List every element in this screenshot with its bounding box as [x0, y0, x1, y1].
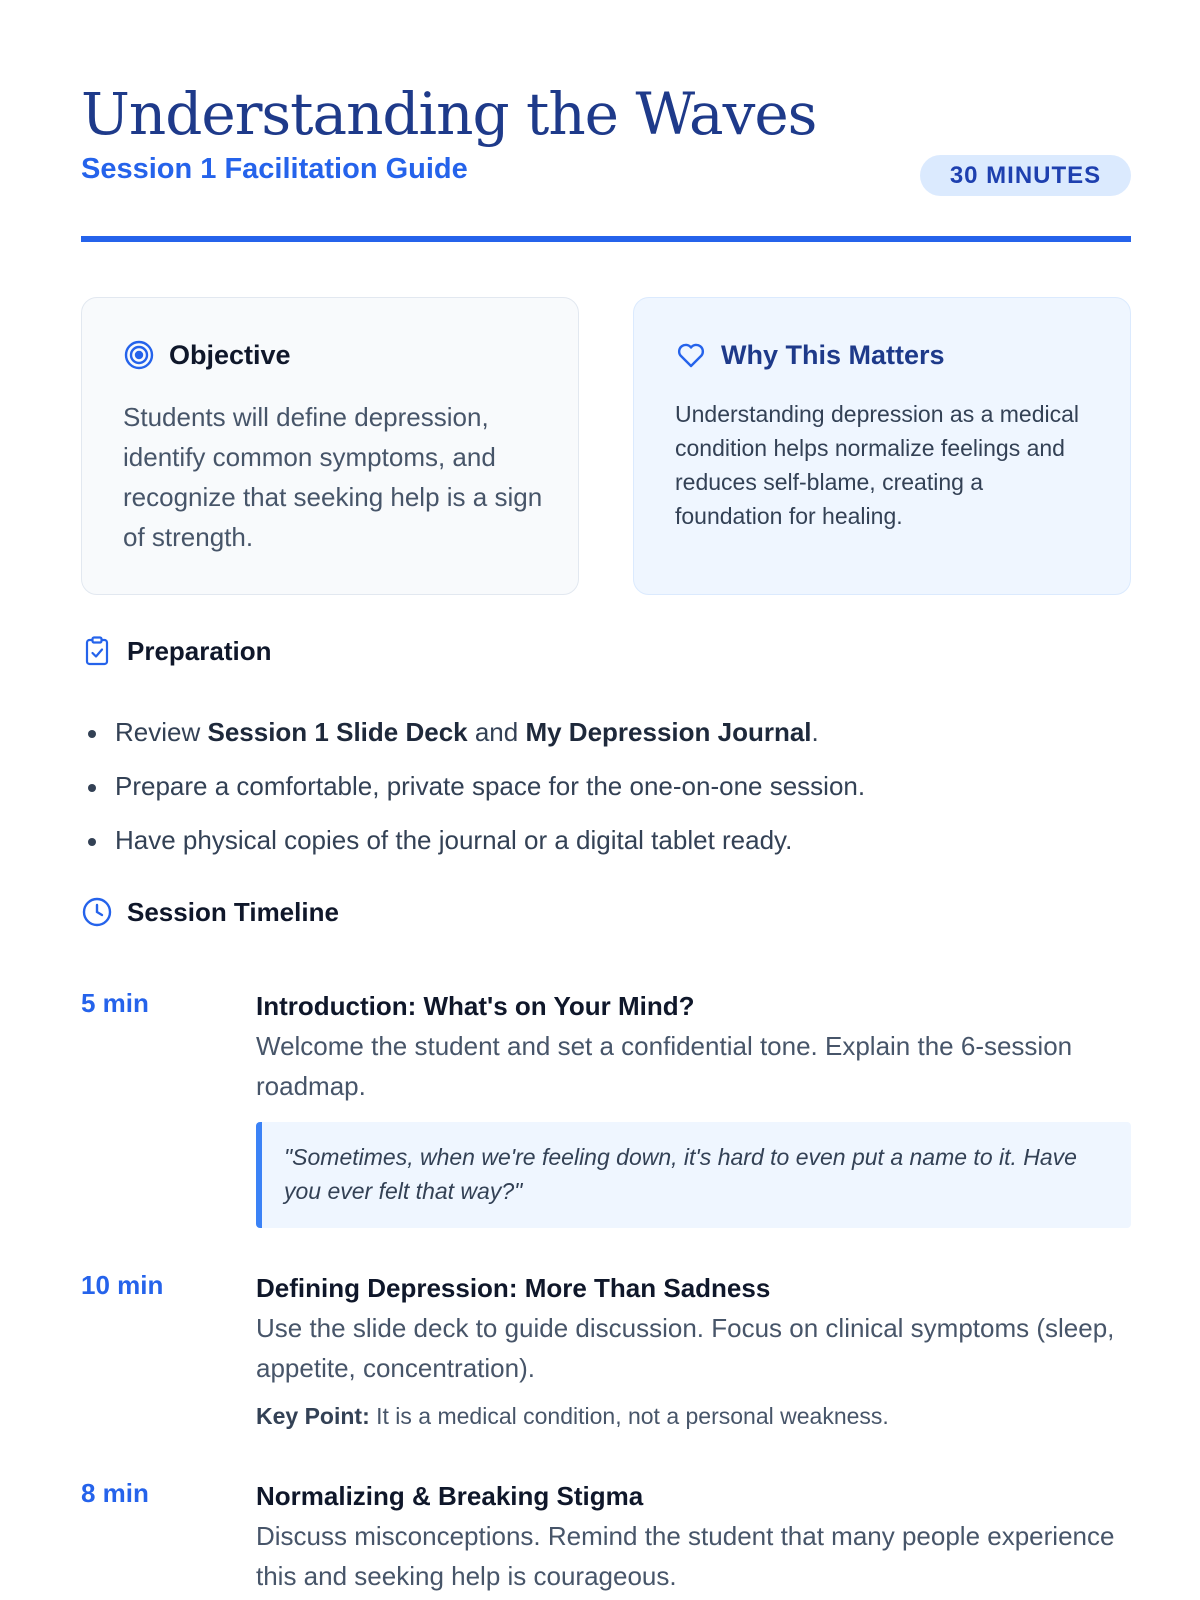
- overview-cards: [81, 297, 1131, 595]
- objective-text: Students will define depression, identify common symptoms, and recognize that seeking help is a sign of strength.: [123, 402, 543, 552]
- key-point-text: It is a medical condition, not a personal weakness.: [369, 1403, 889, 1429]
- timeline-title: Session Timeline: [127, 896, 339, 927]
- timeline-item-title: Introduction: What's on Your Mind?: [256, 991, 695, 1021]
- why-text: Understanding depression as a medical condition helps normalize feelings and reduces self-blame, creating a foundation for healing.: [675, 401, 1080, 529]
- objective-card: [81, 297, 579, 595]
- header-divider: [81, 236, 1131, 242]
- why-card-header: [675, 339, 945, 371]
- facilitation-guide-page: [81, 0, 1131, 1591]
- page-subtitle: Session 1 Facilitation Guide: [81, 153, 468, 185]
- key-point: [256, 1400, 1131, 1432]
- list-item-emphasis: My Depression Journal: [525, 717, 812, 747]
- timeline-item-title: Defining Depression: More Than Sadness: [256, 1273, 771, 1303]
- timeline-content: [256, 1270, 1131, 1432]
- timeline-duration: 10 min: [81, 1270, 164, 1300]
- duration-badge: 30 MINUTES: [920, 155, 1131, 196]
- timeline-duration: 5 min: [81, 988, 149, 1018]
- preparation-title: Preparation: [127, 635, 272, 666]
- timeline-item-description: Discuss misconceptions. Remind the student that many people experience this and seeking help is courageous.: [256, 1521, 1115, 1591]
- clipboard-check-icon: [81, 635, 113, 667]
- timeline-duration: 8 min: [81, 1478, 149, 1508]
- heart-icon: [675, 339, 707, 371]
- objective-title: Objective: [169, 339, 291, 370]
- list-item-text: .: [811, 717, 819, 747]
- objective-card-header: [123, 339, 291, 371]
- page-title: Understanding the Waves: [81, 80, 817, 148]
- why-title: Why This Matters: [721, 339, 945, 370]
- timeline-item-title: Normalizing & Breaking Stigma: [256, 1481, 644, 1511]
- clock-icon: [81, 896, 113, 928]
- list-item: Prepare a comfortable, private space for the one-on-one session.: [81, 767, 1131, 821]
- why-this-matters-card: [633, 297, 1131, 595]
- page-header: [81, 0, 1131, 245]
- list-item-text: Review: [115, 717, 208, 747]
- timeline-content: [256, 1478, 1131, 1596]
- target-icon: [123, 339, 155, 371]
- key-point-label: Key Point:: [256, 1403, 370, 1429]
- preparation-list: [81, 713, 1131, 875]
- list-item: [81, 713, 1131, 767]
- preparation-header: [81, 635, 272, 667]
- timeline-item-description: Use the slide deck to guide discussion. Focus on clinical symptoms (sleep, appetite, concentration).: [256, 1313, 1115, 1383]
- timeline-header: [81, 896, 339, 928]
- timeline-item-description: Welcome the student and set a confidential tone. Explain the 6-session roadmap.: [256, 1031, 1073, 1101]
- list-item: Have physical copies of the journal or a digital tablet ready.: [81, 821, 1131, 875]
- list-item-text: and: [467, 717, 526, 747]
- timeline-content: [256, 988, 1131, 1228]
- facilitator-quote: "Sometimes, when we're feeling down, it's hard to even put a name to it. Have you ever felt that way?": [256, 1122, 1131, 1228]
- list-item-emphasis: Session 1 Slide Deck: [207, 717, 468, 747]
